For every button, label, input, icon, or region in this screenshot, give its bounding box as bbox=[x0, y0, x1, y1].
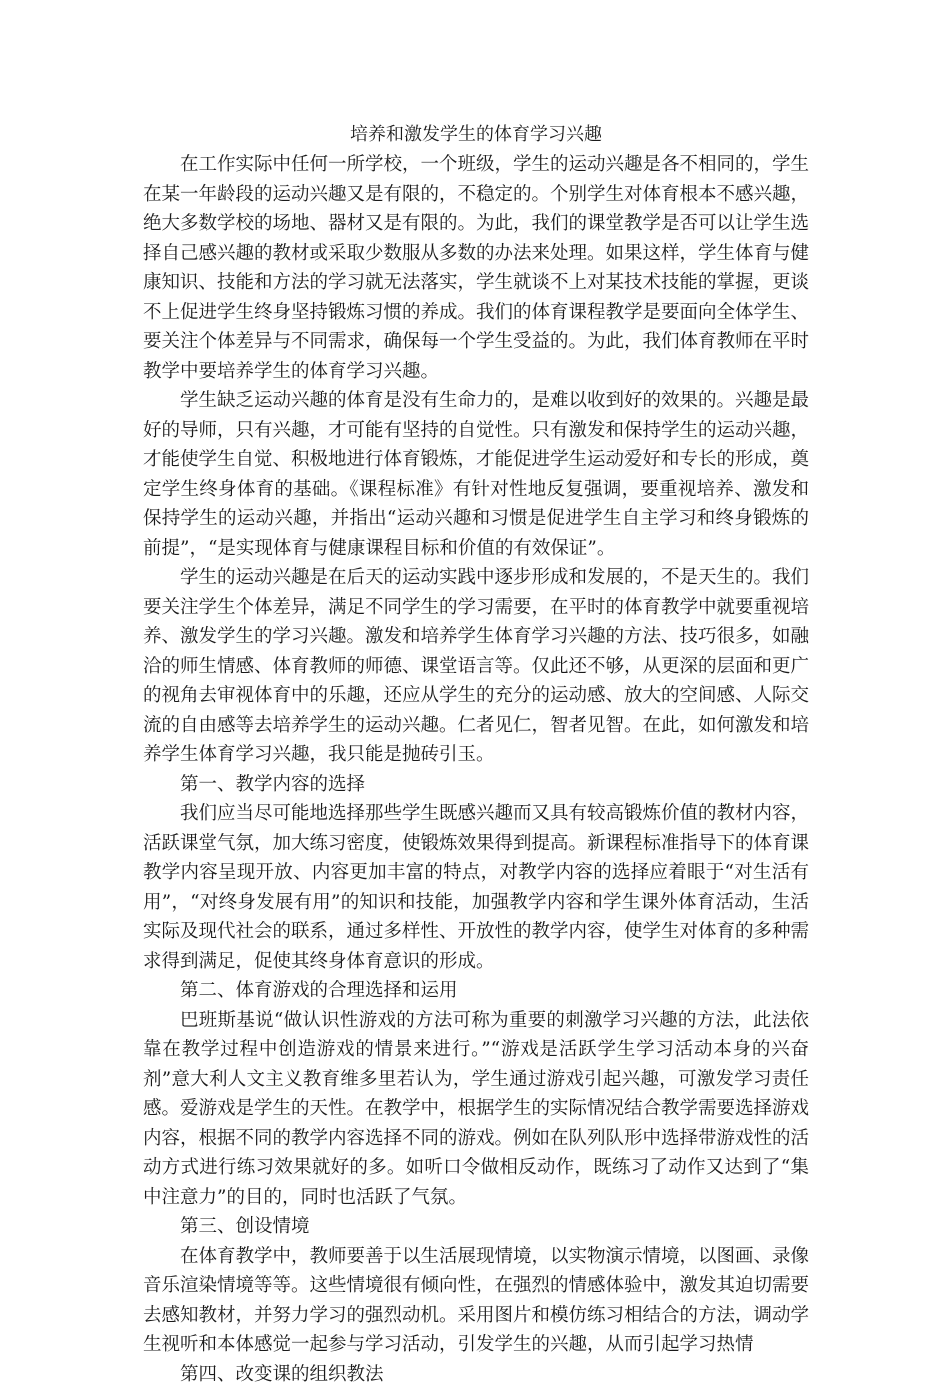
section-heading-games: 第二、体育游戏的合理选择和运用 bbox=[143, 976, 809, 1006]
paragraph-interest-development: 学生的运动兴趣是在后天的运动实践中逐步形成和发展的，不是天生的。我们要关注学生个体差异，满足不同学生的学习需要，在平时的体育教学中就要重视培养、激发学生的学习兴趣。激发和培养学生体育学习兴趣的方法、技巧很多，如融洽的师生情感、体育教师的师德、课堂语言等。仅此还不够，从更深的层面和更广的视角去审视体育中的乐趣，还应从学生的充分的运动感、放大的空间感、人际交流的自由感等去培养学生的运动兴趣。仁者见仁，智者见智。在此，如何激发和培养学生体育学习兴趣，我只能是抛砖引玉。 bbox=[143, 563, 809, 770]
paragraph-intro: 在工作实际中任何一所学校，一个班级，学生的运动兴趣是各不相同的，学生在某一年龄段的运动兴趣又是有限的，不稳定的。个别学生对体育根本不感兴趣，绝大多数学校的场地、器材又是有限的。为此，我们的课堂教学是否可以让学生选择自己感兴趣的教材或采取少数服从多数的办法来处理。如果这样，学生体育与健康知识、技能和方法的学习就无法落实，学生就谈不上对某技术技能的掌握，更谈不上促进学生终身坚持锻炼习惯的养成。我们的体育课程教学是要面向全体学生、要关注个体差异与不同需求，确保每一个学生受益的。为此，我们体育教师在平时教学中要培养学生的体育学习兴趣。 bbox=[143, 150, 809, 386]
paragraph-content-selection: 我们应当尽可能地选择那些学生既感兴趣而又具有较高锻炼价值的教材内容，活跃课堂气氛，加大练习密度，使锻炼效果得到提高。新课程标准指导下的体育课教学内容呈现开放、内容更加丰富的特点，对教学内容的选择应着眼于“对生活有用”，“对终身发展有用”的知识和技能，加强教学内容和学生课外体育活动，生活实际及现代社会的联系，通过多样性、开放性的教学内容，使学生对体育的多种需求得到满足，促使其终身体育意识的形成。 bbox=[143, 799, 809, 976]
paragraph-interest-importance: 学生缺乏运动兴趣的体育是没有生命力的，是难以收到好的效果的。兴趣是最好的导师，只有兴趣，才可能有坚持的自觉性。只有激发和保持学生的运动兴趣，才能使学生自觉、积极地进行体育锻炼，才能促进学生运动爱好和专长的形成，奠定学生终身体育的基础。《课程标准》有针对性地反复强调，要重视培养、激发和保持学生的运动兴趣，并指出“运动兴趣和习惯是促进学生自主学习和终身锻炼的前提”，“是实现体育与健康课程目标和价值的有效保证”。 bbox=[143, 386, 809, 563]
paragraph-games: 巴班斯基说“做认识性游戏的方法可称为重要的刺激学习兴趣的方法，此法依靠在教学过程中创造游戏的情景来进行。”“游戏是活跃学生学习活动本身的兴奋剂”意大利人文主义教育维多里若认为，学生通过游戏引起兴趣，可激发学习责任感。爱游戏是学生的天性。在教学中，根据学生的实际情况结合教学需要选择游戏内容，根据不同的教学内容选择不同的游戏。例如在队列队形中选择带游戏性的活动方式进行练习效果就好的多。如听口令做相反动作，既练习了动作又达到了“集中注意力”的目的，同时也活跃了气氛。 bbox=[143, 1006, 809, 1213]
section-heading-situations: 第三、创设情境 bbox=[143, 1212, 809, 1242]
document-page bbox=[143, 120, 809, 1389]
document-title: 培养和激发学生的体育学习兴趣 bbox=[143, 120, 809, 150]
paragraph-situations: 在体育教学中，教师要善于以生活展现情境，以实物演示情境，以图画、录像音乐渲染情境等等。这些情境很有倾向性，在强烈的情感体验中，激发其迫切需要去感知教材，并努力学习的强烈动机。采用图片和模仿练习相结合的方法，调动学生视听和本体感觉一起参与学习活动，引发学生的兴趣，从而引起学习热情 bbox=[143, 1242, 809, 1360]
section-heading-organization: 第四、改变课的组织教法 bbox=[143, 1360, 809, 1389]
section-heading-content-selection: 第一、教学内容的选择 bbox=[143, 770, 809, 800]
